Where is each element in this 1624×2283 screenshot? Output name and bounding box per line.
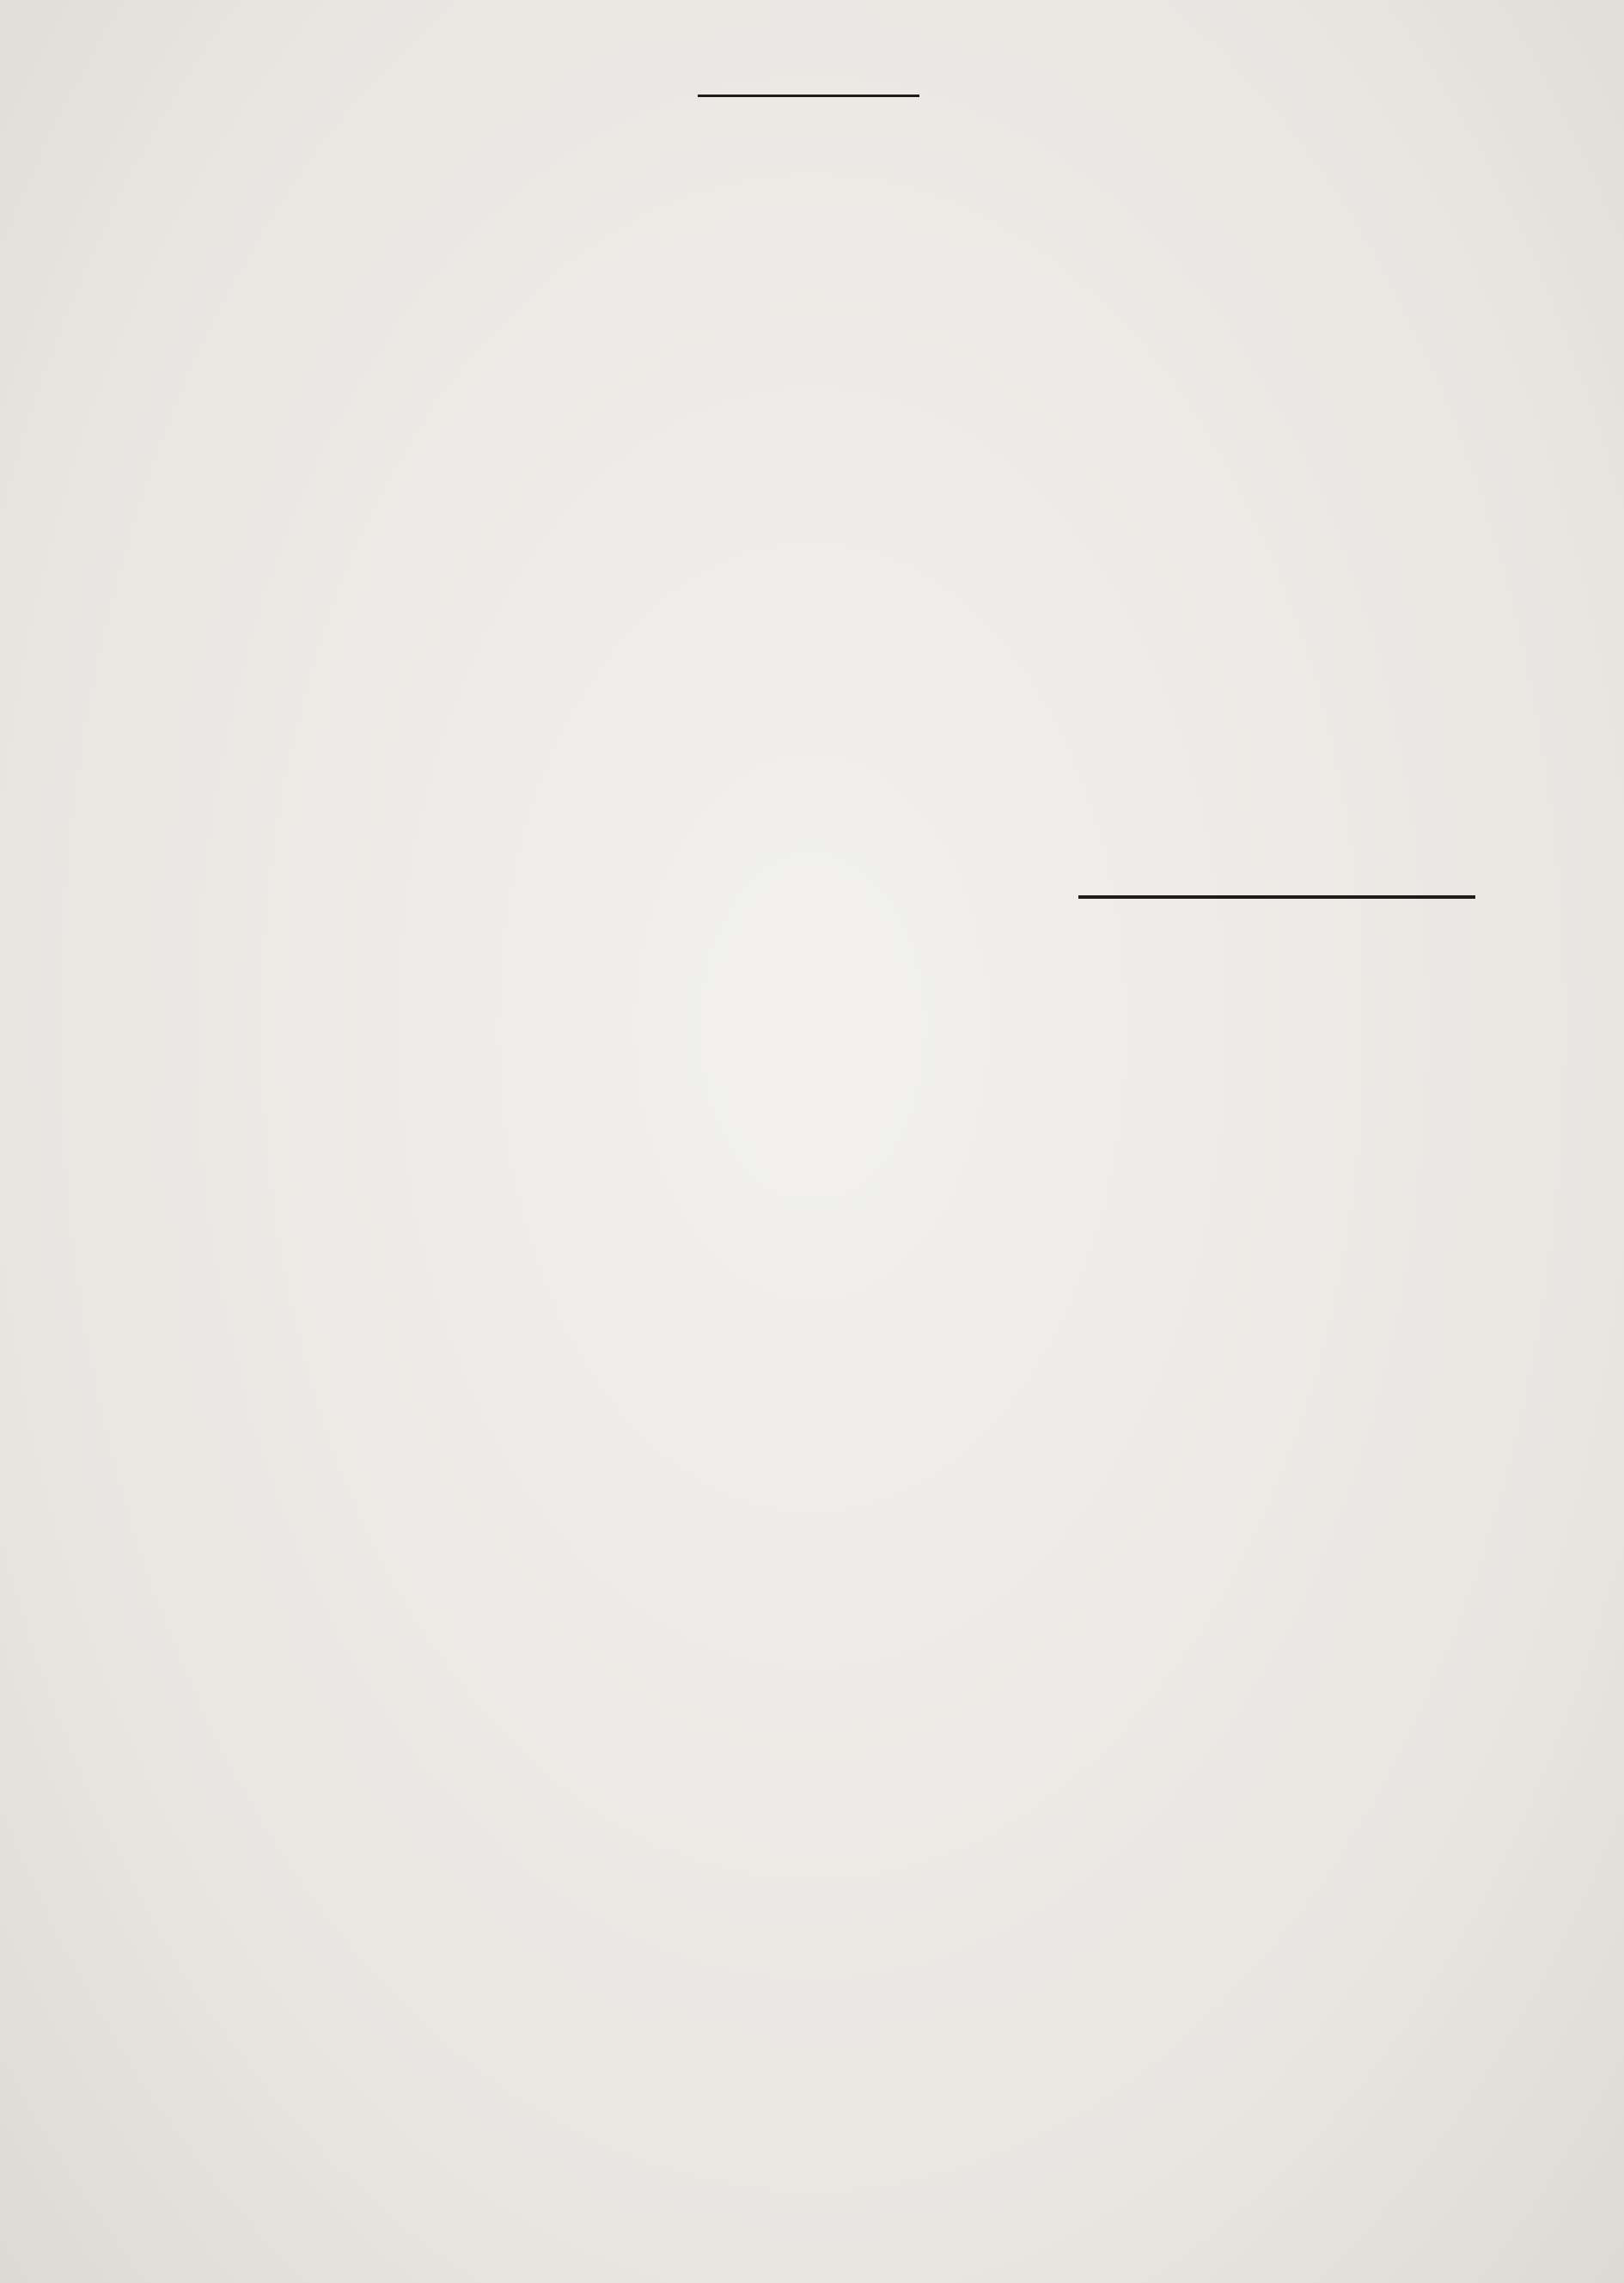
total-unit	[1246, 923, 1297, 985]
balance-tail	[1390, 985, 1425, 1047]
total-tail	[1390, 923, 1425, 985]
balance-unit	[1246, 985, 1297, 1047]
page-number-rule	[698, 95, 919, 97]
total-rule	[1078, 895, 1475, 899]
